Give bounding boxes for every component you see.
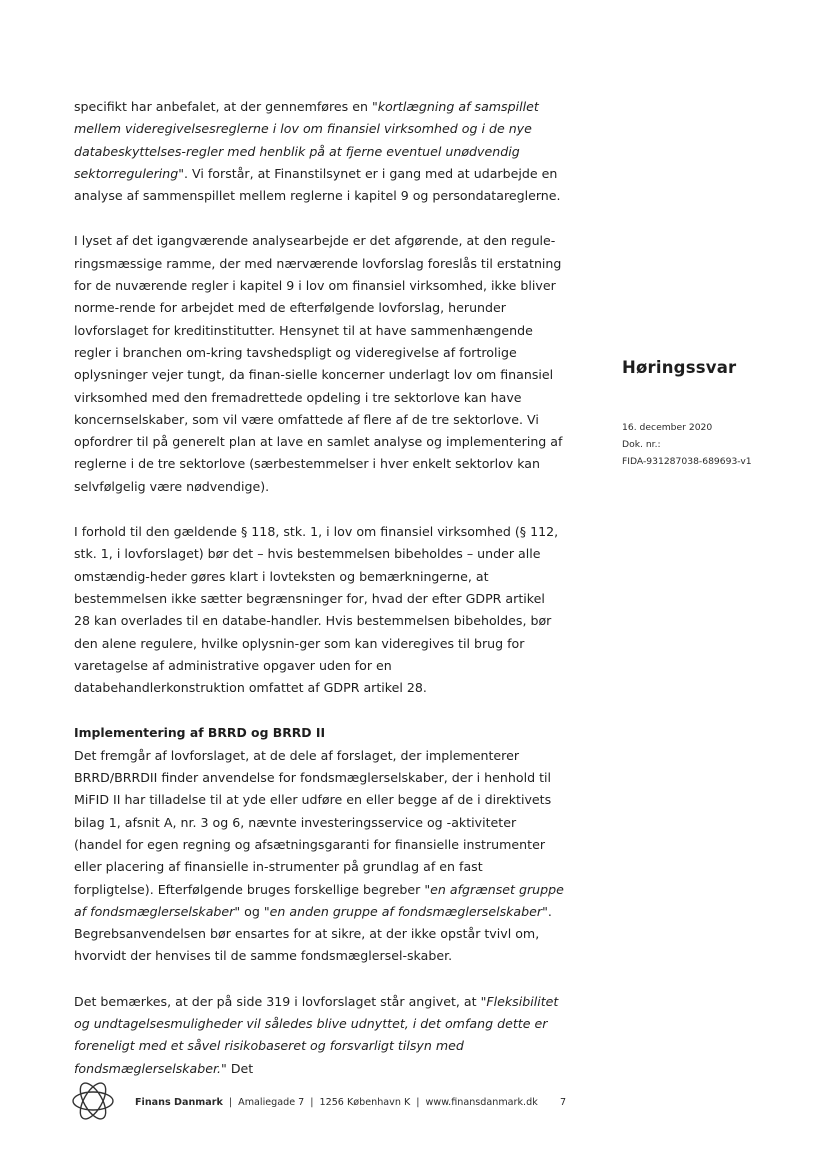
text-run: " Det <box>221 1060 254 1076</box>
italic-quote: en anden gruppe af fondsmæglerselskaber <box>269 903 543 919</box>
footer-brand: Finans Danmark <box>135 1097 223 1108</box>
document-date: 16. december 2020 <box>622 422 713 433</box>
footer-website-link[interactable]: www.finansdanmark.dk <box>425 1097 538 1108</box>
footer-address: Amaliegade 7 <box>238 1097 305 1108</box>
paragraph-5 <box>74 991 564 1080</box>
doc-number-label: Dok. nr.: <box>622 439 661 450</box>
paragraph-4 <box>74 745 564 968</box>
footer-separator: | <box>228 1097 233 1108</box>
text-run: ". Vi forstår, at Finanstilsynet er i gang med at udarbejde en analyse af sammenspillet mellem reglerne i kapitel 9 og persondatareglerne. <box>74 165 561 204</box>
text-run: ". Begrebsanvendelsen bør ensartes for at sikre, at der ikke opstår tvivl om, hvorvidt der henvises til de samme fondsmæglersel-skaber. <box>74 903 552 964</box>
italic-quote: kortlægning af samspillet mellem videregivelsesreglerne i lov om finansiel virksomhed og i de nye databeskyttelses-regler med henblik på at fjerne eventuel unødvendig sektorregulering <box>74 99 539 181</box>
text-run: " og " <box>234 903 270 919</box>
finans-danmark-logo-icon <box>68 1078 118 1124</box>
page-footer <box>68 1078 588 1128</box>
doc-number: FIDA-931287038-689693-v1 <box>622 456 752 467</box>
page-number: 7 <box>560 1097 567 1108</box>
footer-contact <box>135 1097 538 1108</box>
text-run: specifikt har anbefalet, at der gennemføres en " <box>74 99 378 114</box>
paragraph-2: I lyset af det igangværende analysearbejde er det afgørende, at den regule-ringsmæssige ramme, der med nærværende lovforslag foreslås til erstatning for de nuværende regler i kapitel 9 i lov om finansiel virksomhed, ikke bliver norme-rende for arbejdet med de efterfølgende lovforslag, herunder lovforslaget for kreditinstitutter. Hensynet til at have sammenhængende regler i branchen om-kring tavshedspligt og videregivelse af fortrolige oplysninger vejer tungt, da finan-sielle koncerner underlagt lov om finansiel virksomhed med den fremadrettede opdeling i tre sektorlove kan have koncernselskaber, som vil være omfattede af flere af de tre sektorlove. Vi opfordrer til på generelt plan at lave en samlet analyse og implementering af reglerne i de tre sektorlove (særbestemmelser i hver enkelt sektorlov kan selvfølgelig være nødvendige). <box>74 233 563 494</box>
paragraph-3: I forhold til den gældende § 118, stk. 1, i lov om finansiel virksomhed (§ 112, stk. 1, i lovforslaget) bør det – hvis bestemmelsen bibeholdes – under alle omstændig-heder gøres klart i lovteksten og bemærkningerne, at bestemmelsen ikke sætter begrænsninger for, hvad der efter GDPR artikel 28 kan overlades til en databe-handler. Hvis bestemmelsen bibeholdes, bør den alene regulere, hvilke oplysnin-ger som kan videregives til brug for varetagelse af administrative opgaver uden for en databehandlerkonstruktion omfattet af GDPR artikel 28. <box>74 524 559 696</box>
document-body <box>74 96 564 1080</box>
italic-quote: Fleksibilitet og undtagelsesmuligheder vil således blive udnyttet, i det omfang dette er foreneligt med et såvel risikobaseret og forsvarligt tilsyn med fondsmæglerselskaber. <box>74 993 559 1076</box>
document-type-title: Høringssvar <box>622 358 737 377</box>
paragraph-1 <box>74 96 564 207</box>
text-run: Det fremgår af lovforslaget, at de dele af forslaget, der implementerer BRRD/BRRDII finder anvendelse for fondsmæglerselskaber, der i henhold til MiFID II har tilladelse til at yde eller udføre en eller begge af de i direktivets bilag 1, afsnit A, nr. 3 og 6, nævnte investeringsservice og -aktiviteter (handel for egen regning og afsætningsgaranti for finansielle instrumenter eller placering af finansielle in-strumenter på grundlag af en fast forpligtelse). Efterfølgende bruges forskellige begreber " <box>74 747 552 897</box>
text-run: Det bemærkes, at der på side 319 i lovforslaget står angivet, at " <box>74 993 487 1009</box>
section-heading: Implementering af BRRD og BRRD II <box>74 725 326 741</box>
document-sidebar <box>622 358 822 470</box>
footer-separator: | <box>416 1097 420 1108</box>
footer-separator: | <box>310 1097 314 1108</box>
italic-quote: en afgrænset gruppe af fondsmæglerselskaber <box>74 881 564 919</box>
footer-city: 1256 København K <box>319 1097 411 1108</box>
